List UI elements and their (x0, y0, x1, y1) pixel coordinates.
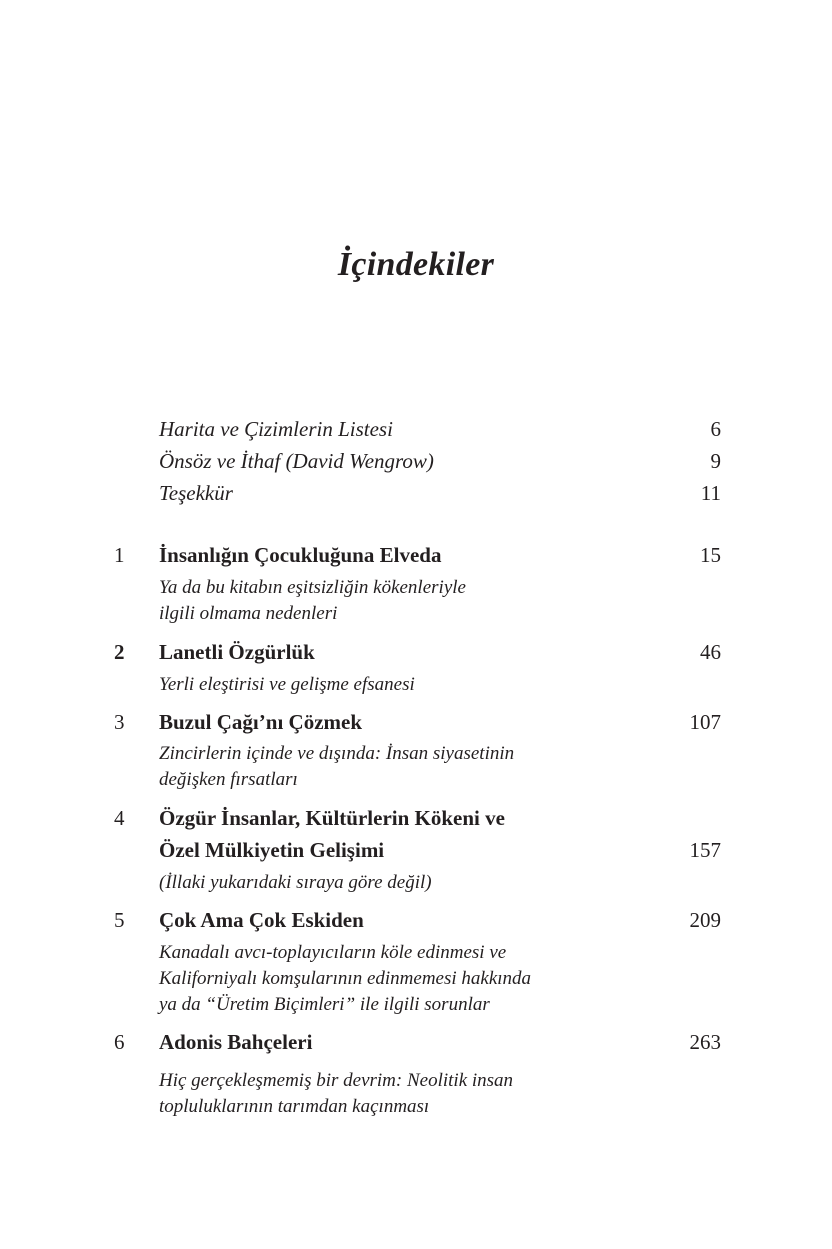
page-title: İçindekiler (337, 246, 495, 283)
toc-entry-page: 6 (710, 417, 721, 441)
chapter-title: Çok Ama Çok Eskiden (159, 908, 364, 932)
chapter-subtitle (159, 575, 466, 627)
subtitle-line: Kaliforniyalı komşularının edinmemesi hakkında (159, 968, 532, 989)
chapter-page: 107 (689, 710, 721, 734)
chapter-number: 3 (114, 710, 125, 734)
chapter-title: Özgür İnsanlar, Kültürlerin Kökeni ve (159, 806, 505, 830)
subtitle-line: Yerli eleştirisi ve gelişme efsanesi (159, 674, 415, 695)
chapter-subtitle (159, 1068, 513, 1120)
toc-entry-page: 11 (700, 481, 721, 505)
toc-entry-label: Teşekkür (159, 481, 233, 505)
subtitle-line: (İllaki yukarıdaki sıraya göre değil) (159, 872, 432, 893)
chapter-title: Buzul Çağı’nı Çözmek (159, 710, 363, 734)
subtitle-line: Kanadalı avcı-toplayıcıların köle edinmesi ve (159, 942, 507, 963)
subtitle-line: değişken fırsatları (159, 769, 298, 790)
subtitle-line: Ya da bu kitabın eşitsizliğin kökenleriyle (159, 577, 466, 598)
chapter-title: İnsanlığın Çocukluğuna Elveda (159, 543, 442, 567)
chapter-page: 46 (700, 640, 721, 664)
chapter-title: Lanetli Özgürlük (159, 640, 315, 664)
subtitle-line: ya da “Üretim Biçimleri” ile ilgili sorunlar (159, 994, 490, 1015)
toc-entry-page: 9 (710, 449, 721, 473)
subtitle-line: Zincirlerin içinde ve dışında: İnsan siyasetinin (159, 743, 515, 764)
chapter-title: Özel Mülkiyetin Gelişimi (159, 838, 385, 862)
chapter-page: 263 (689, 1030, 721, 1054)
chapter-number: 6 (114, 1030, 125, 1054)
chapter-subtitle (159, 940, 531, 1018)
chapter-page: 157 (689, 838, 721, 862)
chapter-subtitle (159, 741, 514, 793)
chapter-subtitle (159, 672, 415, 698)
chapter-page: 209 (689, 908, 721, 932)
chapter-title: Adonis Bahçeleri (159, 1030, 313, 1054)
subtitle-line: topluluklarının tarımdan kaçınması (159, 1096, 430, 1117)
chapter-number: 1 (114, 543, 125, 567)
toc-entry-label: Önsöz ve İthaf (David Wengrow) (159, 449, 434, 473)
chapter-number: 2 (114, 640, 125, 664)
toc-entry-label: Harita ve Çizimlerin Listesi (159, 417, 393, 441)
chapter-number: 5 (114, 908, 125, 932)
chapter-subtitle (159, 870, 432, 896)
subtitle-line: Hiç gerçekleşmemiş bir devrim: Neolitik insan (159, 1070, 514, 1091)
chapter-number: 4 (114, 806, 125, 830)
subtitle-line: ilgili olmama nedenleri (159, 603, 338, 624)
chapter-page: 15 (700, 543, 721, 567)
